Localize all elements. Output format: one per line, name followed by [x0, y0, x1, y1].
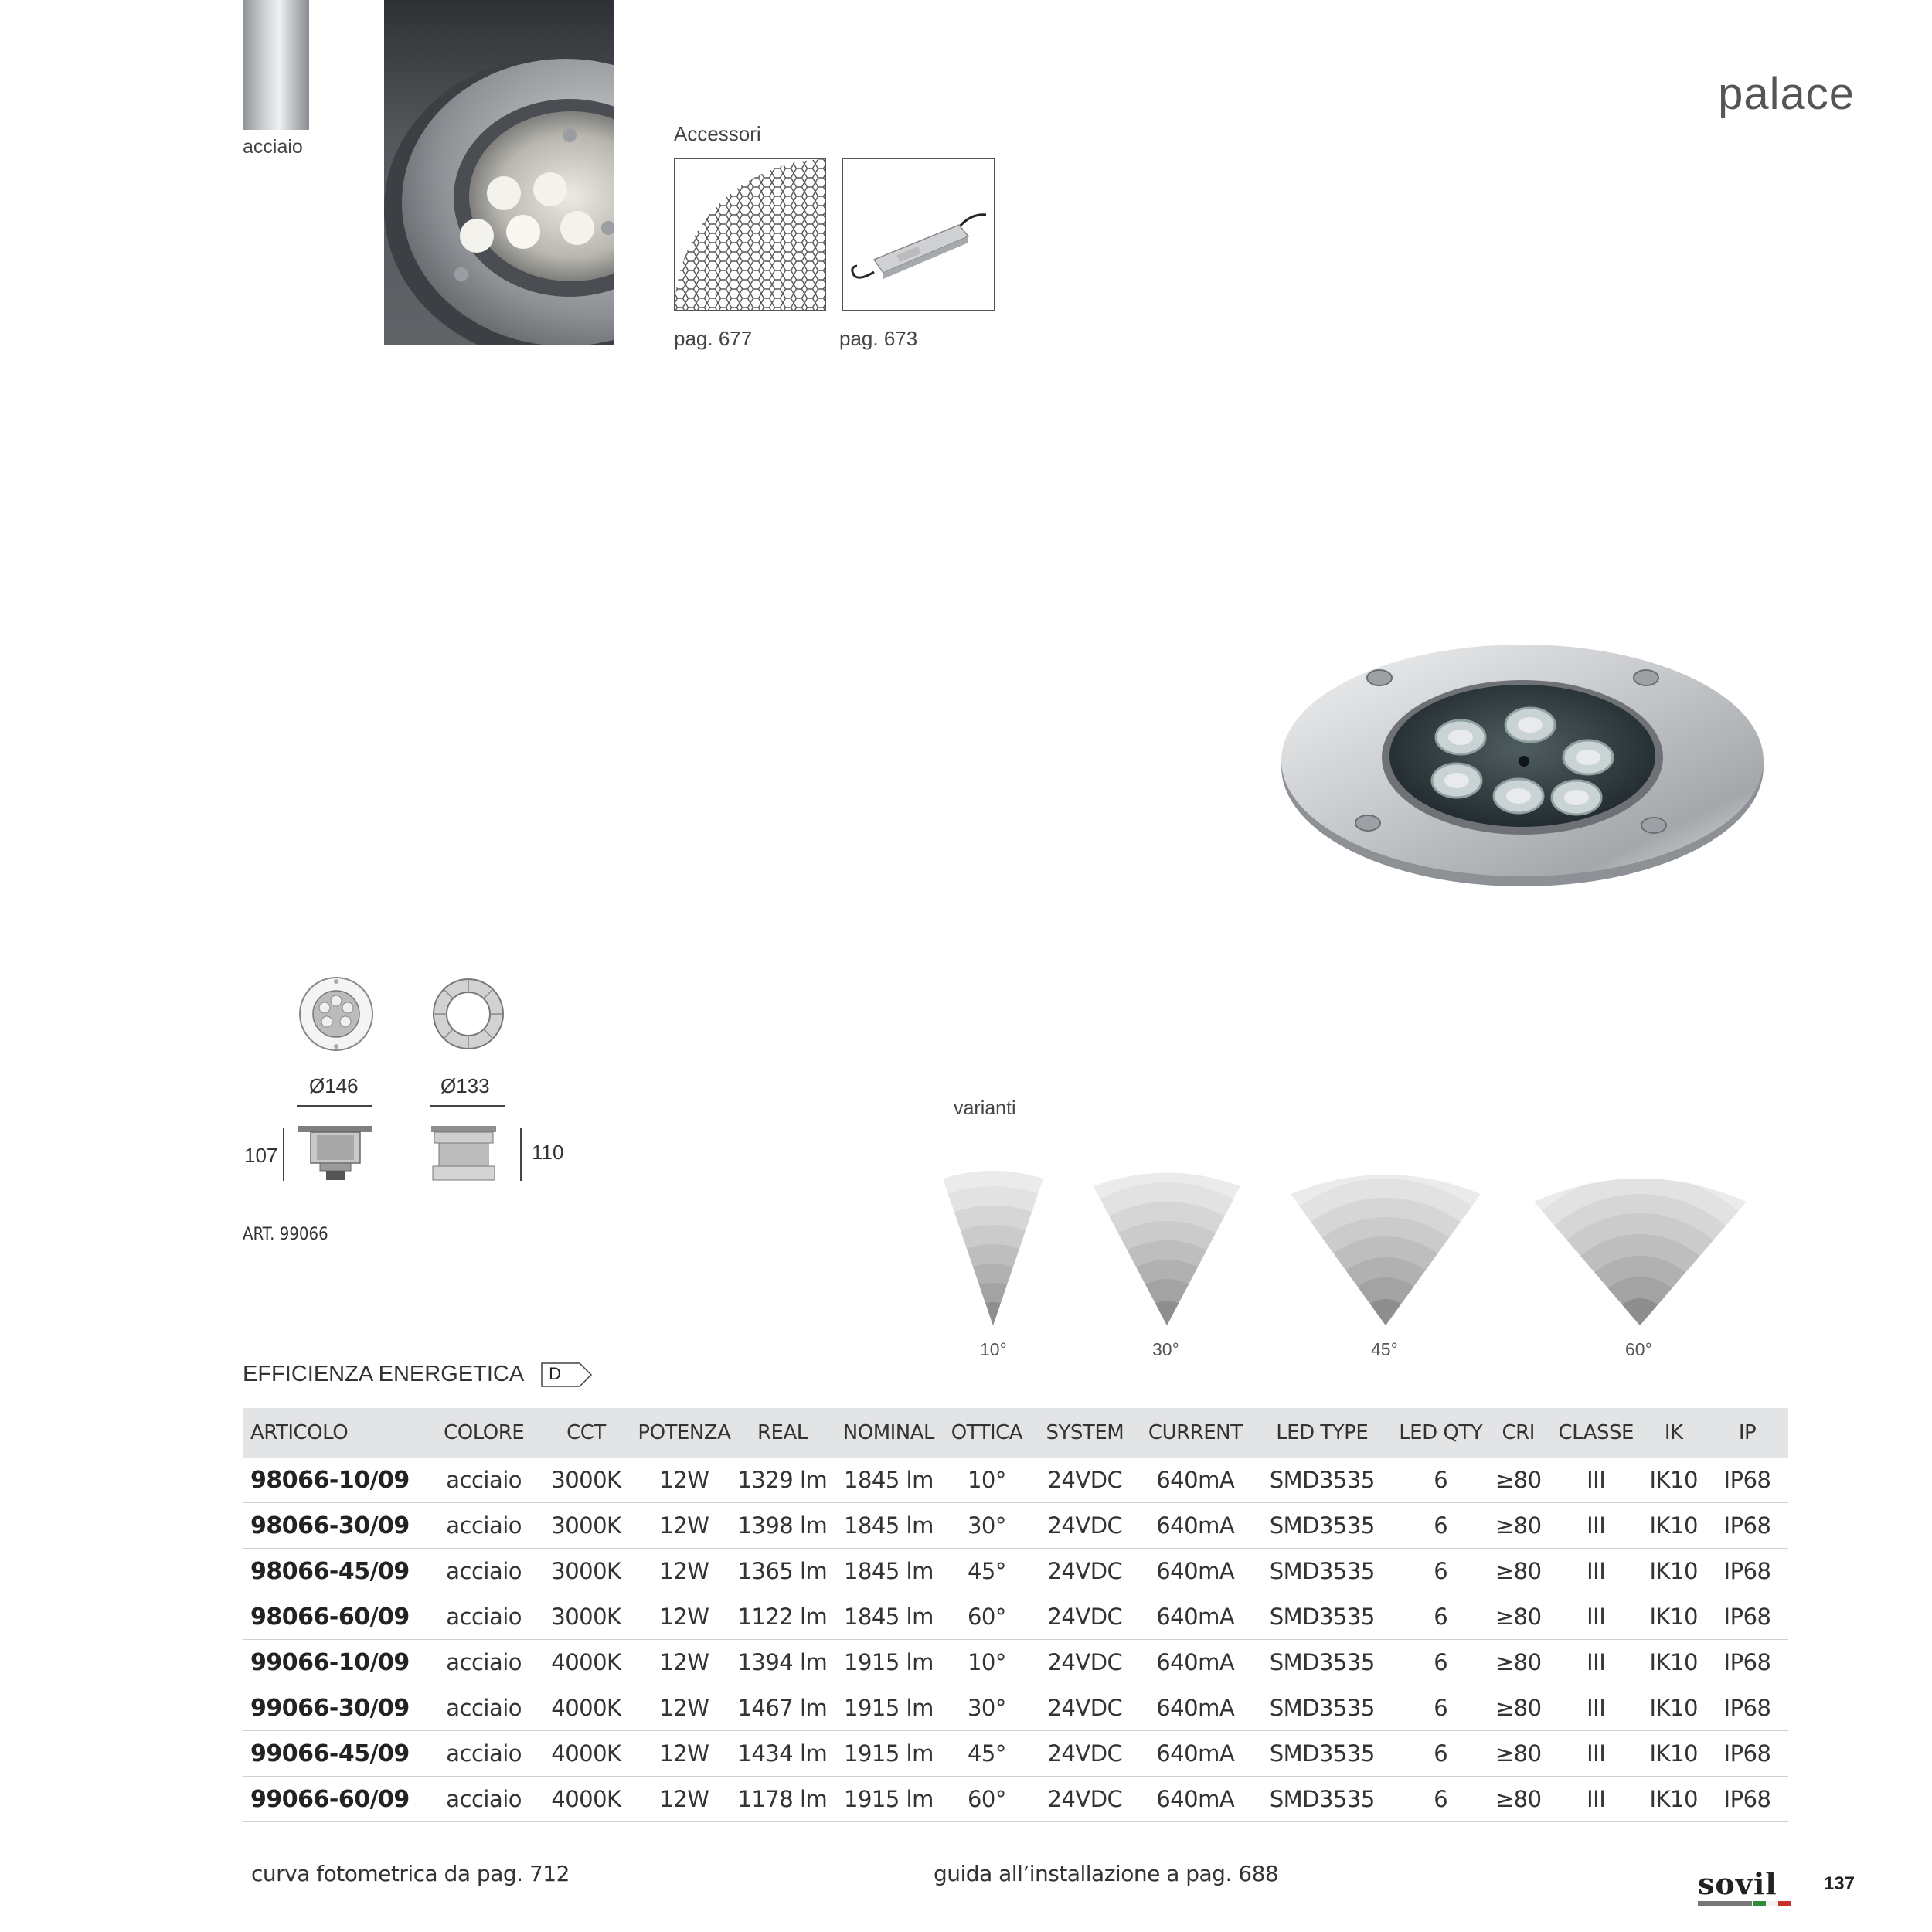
beam-angle-label: 60°: [1625, 1339, 1652, 1359]
accessories-title: Accessori: [674, 122, 761, 145]
table-cell: 4000K: [537, 1685, 635, 1731]
table-cell: IK10: [1641, 1640, 1706, 1685]
article-code: 99066-45/09: [243, 1731, 430, 1777]
table-cell: IK10: [1641, 1458, 1706, 1503]
table-cell: acciaio: [430, 1640, 537, 1685]
table-cell: ≥80: [1485, 1549, 1551, 1594]
table-cell: 1915 lm: [832, 1685, 946, 1731]
product-hero-image: [1267, 634, 1777, 889]
column-header: IP: [1706, 1408, 1788, 1458]
table-cell: 1398 lm: [733, 1503, 832, 1549]
table-cell: 3000K: [537, 1458, 635, 1503]
table-cell: 24VDC: [1028, 1777, 1142, 1822]
beam-60-icon: [1489, 1163, 1762, 1337]
table-cell: 1394 lm: [733, 1640, 832, 1685]
table-cell: IP68: [1706, 1549, 1788, 1594]
table-cell: acciaio: [430, 1685, 537, 1731]
spec-table-header: [243, 1408, 1788, 1458]
power-supply-icon: [842, 158, 995, 311]
installation-guide-ref: guida all’installazione a pag. 688: [934, 1861, 1279, 1886]
table-cell: 1845 lm: [832, 1503, 946, 1549]
table-cell: 12W: [635, 1458, 733, 1503]
table-row: [243, 1458, 1788, 1503]
dimension-rule: [430, 1105, 505, 1107]
table-cell: SMD3535: [1249, 1640, 1396, 1685]
table-cell: 1845 lm: [832, 1549, 946, 1594]
table-cell: 12W: [635, 1594, 733, 1640]
energy-efficiency: [243, 1362, 592, 1387]
table-cell: IP68: [1706, 1685, 1788, 1731]
column-header: CURRENT: [1142, 1408, 1249, 1458]
table-cell: SMD3535: [1249, 1777, 1396, 1822]
article-code: 98066-60/09: [243, 1594, 430, 1640]
table-cell: ≥80: [1485, 1685, 1551, 1731]
table-cell: 640mA: [1142, 1594, 1249, 1640]
table-cell: 24VDC: [1028, 1458, 1142, 1503]
table-cell: acciaio: [430, 1594, 537, 1640]
table-cell: 640mA: [1142, 1777, 1249, 1822]
article-code: 99066-60/09: [243, 1777, 430, 1822]
photometric-curve-ref: curva fotometrica da pag. 712: [251, 1861, 570, 1886]
table-cell: 12W: [635, 1777, 733, 1822]
table-cell: 24VDC: [1028, 1731, 1142, 1777]
dimension-rule: [283, 1128, 284, 1181]
table-cell: 1467 lm: [733, 1685, 832, 1731]
column-header: CLASSE: [1551, 1408, 1641, 1458]
table-row: [243, 1777, 1788, 1822]
article-code: 99066-30/09: [243, 1685, 430, 1731]
column-header: NOMINAL: [832, 1408, 946, 1458]
table-cell: 24VDC: [1028, 1640, 1142, 1685]
table-cell: III: [1551, 1640, 1641, 1685]
table-cell: 1915 lm: [832, 1731, 946, 1777]
table-cell: 30°: [946, 1685, 1028, 1731]
energy-class-badge: [541, 1362, 592, 1387]
table-cell: acciaio: [430, 1458, 537, 1503]
diameter-label: Ø146: [309, 1074, 359, 1097]
table-cell: ≥80: [1485, 1594, 1551, 1640]
table-cell: IK10: [1641, 1685, 1706, 1731]
table-cell: IK10: [1641, 1594, 1706, 1640]
spec-table: [243, 1408, 1788, 1822]
table-cell: IP68: [1706, 1640, 1788, 1685]
table-cell: acciaio: [430, 1503, 537, 1549]
column-header: SYSTEM: [1028, 1408, 1142, 1458]
table-cell: 640mA: [1142, 1549, 1249, 1594]
table-cell: 6: [1396, 1549, 1485, 1594]
table-cell: 24VDC: [1028, 1549, 1142, 1594]
column-header: OTTICA: [946, 1408, 1028, 1458]
table-cell: 6: [1396, 1731, 1485, 1777]
table-cell: 6: [1396, 1640, 1485, 1685]
article-code: 99066-10/09: [243, 1640, 430, 1685]
finish-swatch: [243, 0, 309, 130]
column-header: LED QTY: [1396, 1408, 1485, 1458]
table-cell: 12W: [635, 1549, 733, 1594]
table-cell: III: [1551, 1731, 1641, 1777]
table-cell: III: [1551, 1458, 1641, 1503]
table-cell: 12W: [635, 1731, 733, 1777]
sleeve-side-view-drawing: [430, 1124, 507, 1182]
beam-angle-label: 45°: [1371, 1339, 1398, 1359]
table-cell: 24VDC: [1028, 1685, 1142, 1731]
table-cell: IP68: [1706, 1458, 1788, 1503]
table-cell: IK10: [1641, 1503, 1706, 1549]
table-cell: 60°: [946, 1777, 1028, 1822]
table-cell: 640mA: [1142, 1458, 1249, 1503]
table-cell: 1915 lm: [832, 1777, 946, 1822]
table-cell: 640mA: [1142, 1685, 1249, 1731]
column-header: REAL: [733, 1408, 832, 1458]
diameter-label: Ø133: [440, 1074, 490, 1097]
table-cell: 24VDC: [1028, 1594, 1142, 1640]
page-title: palace: [1718, 69, 1855, 119]
table-cell: 1365 lm: [733, 1549, 832, 1594]
table-cell: 1915 lm: [832, 1640, 946, 1685]
beam-angle-label: 10°: [980, 1339, 1007, 1359]
table-row: [243, 1503, 1788, 1549]
table-cell: IP68: [1706, 1503, 1788, 1549]
table-cell: 12W: [635, 1640, 733, 1685]
table-cell: III: [1551, 1503, 1641, 1549]
table-cell: III: [1551, 1594, 1641, 1640]
table-cell: ≥80: [1485, 1731, 1551, 1777]
table-cell: 30°: [946, 1503, 1028, 1549]
table-cell: 640mA: [1142, 1503, 1249, 1549]
energy-class: D: [549, 1363, 562, 1383]
column-header: LED TYPE: [1249, 1408, 1396, 1458]
table-cell: SMD3535: [1249, 1731, 1396, 1777]
table-cell: 1845 lm: [832, 1458, 946, 1503]
table-cell: 3000K: [537, 1594, 635, 1640]
top-view-drawing: [298, 975, 375, 1053]
table-cell: ≥80: [1485, 1777, 1551, 1822]
table-cell: SMD3535: [1249, 1685, 1396, 1731]
brand-logo-stripe: [1698, 1901, 1791, 1906]
article-code: 98066-30/09: [243, 1503, 430, 1549]
table-cell: ≥80: [1485, 1458, 1551, 1503]
table-cell: IP68: [1706, 1777, 1788, 1822]
table-cell: 10°: [946, 1640, 1028, 1685]
table-cell: SMD3535: [1249, 1594, 1396, 1640]
table-cell: III: [1551, 1685, 1641, 1731]
beam-angle-label: 30°: [1152, 1339, 1179, 1359]
table-cell: 4000K: [537, 1731, 635, 1777]
table-cell: acciaio: [430, 1777, 537, 1822]
column-header: POTENZA: [635, 1408, 733, 1458]
table-cell: 4000K: [537, 1640, 635, 1685]
article-code: 98066-45/09: [243, 1549, 430, 1594]
dimension-rule: [520, 1128, 522, 1181]
height-label: 107: [244, 1144, 278, 1167]
accessory-page-ref: pag. 677: [674, 327, 753, 350]
product-photo: [384, 0, 614, 345]
table-cell: IK10: [1641, 1549, 1706, 1594]
accessory-page-ref: pag. 673: [839, 327, 918, 350]
side-view-drawing: [297, 1124, 374, 1182]
table-row: [243, 1549, 1788, 1594]
table-cell: 3000K: [537, 1549, 635, 1594]
table-cell: 640mA: [1142, 1640, 1249, 1685]
height-label: 110: [532, 1141, 564, 1164]
column-header: COLORE: [430, 1408, 537, 1458]
column-header: CCT: [537, 1408, 635, 1458]
beam-angle-diagrams: [935, 1163, 1762, 1337]
table-cell: 24VDC: [1028, 1503, 1142, 1549]
table-cell: 60°: [946, 1594, 1028, 1640]
honeycomb-grid-icon: [674, 158, 826, 311]
page-number: 137: [1823, 1873, 1855, 1894]
table-cell: 640mA: [1142, 1731, 1249, 1777]
brand-logo: sovil: [1698, 1866, 1777, 1901]
table-cell: 6: [1396, 1777, 1485, 1822]
table-row: [243, 1640, 1788, 1685]
table-cell: III: [1551, 1549, 1641, 1594]
table-row: [243, 1685, 1788, 1731]
beam-45-icon: [1239, 1163, 1532, 1337]
table-cell: SMD3535: [1249, 1549, 1396, 1594]
article-code: 98066-10/09: [243, 1458, 430, 1503]
column-header: ARTICOLO: [243, 1408, 430, 1458]
table-cell: 1845 lm: [832, 1594, 946, 1640]
table-row: [243, 1594, 1788, 1640]
table-cell: III: [1551, 1777, 1641, 1822]
table-cell: 1178 lm: [733, 1777, 832, 1822]
table-cell: ≥80: [1485, 1640, 1551, 1685]
table-cell: 6: [1396, 1458, 1485, 1503]
table-cell: 1329 lm: [733, 1458, 832, 1503]
dimension-rule: [297, 1105, 372, 1107]
table-cell: SMD3535: [1249, 1503, 1396, 1549]
table-cell: SMD3535: [1249, 1458, 1396, 1503]
energy-efficiency-label: EFFICIENZA ENERGETICA: [243, 1362, 525, 1386]
table-cell: 12W: [635, 1503, 733, 1549]
table-cell: IK10: [1641, 1777, 1706, 1822]
table-row: [243, 1731, 1788, 1777]
table-cell: 3000K: [537, 1503, 635, 1549]
table-cell: 1434 lm: [733, 1731, 832, 1777]
table-cell: 45°: [946, 1549, 1028, 1594]
table-cell: IP68: [1706, 1594, 1788, 1640]
table-cell: IK10: [1641, 1731, 1706, 1777]
table-cell: 6: [1396, 1503, 1485, 1549]
article-ref: ART. 99066: [243, 1225, 328, 1244]
table-cell: 6: [1396, 1594, 1485, 1640]
table-cell: 6: [1396, 1685, 1485, 1731]
table-cell: 12W: [635, 1685, 733, 1731]
table-cell: 45°: [946, 1731, 1028, 1777]
variants-label: varianti: [954, 1097, 1016, 1119]
table-cell: acciaio: [430, 1549, 537, 1594]
column-header: IK: [1641, 1408, 1706, 1458]
table-cell: 4000K: [537, 1777, 635, 1822]
finish-label: acciaio: [243, 136, 303, 158]
table-cell: ≥80: [1485, 1503, 1551, 1549]
table-cell: acciaio: [430, 1731, 537, 1777]
beam-30-icon: [1024, 1163, 1310, 1337]
sleeve-top-view-drawing: [430, 975, 507, 1053]
table-cell: IP68: [1706, 1731, 1788, 1777]
table-cell: 10°: [946, 1458, 1028, 1503]
table-cell: 1122 lm: [733, 1594, 832, 1640]
column-header: CRI: [1485, 1408, 1551, 1458]
